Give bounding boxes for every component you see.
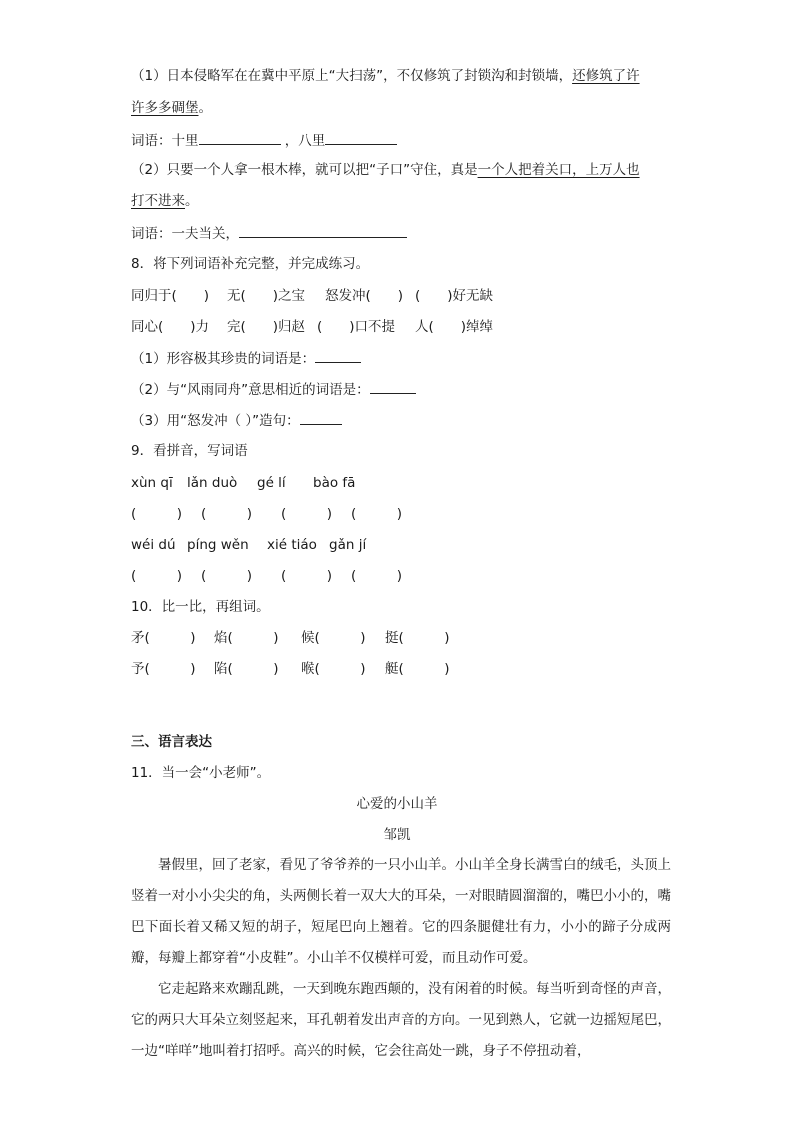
essay-paragraph-1: 暑假里，回了老家，看见了爷爷养的一只小山羊。小山羊全身长满雪白的绒毛，头顶上竖着一对小小尖尖的角，头两侧长着一双大大的耳朵，一对眼睛圆溜溜的，嘴巴小小的，嘴巴下面长着又稀又短的胡子，短尾巴向上翘着。它的四条腿健壮有力，小小的蹄子分成两瓣，每瓣上都穿着“小皮鞋”。小山羊不仅模样可爱，而且动作可爱。 [131,857,671,966]
q9-pinyin-1: xùn qī [131,475,173,491]
q8-word-3: 怒发冲( ) [325,288,404,304]
q7-item2-text: （2）只要一个人拿一根木棒，就可以把“子口”守住，真是 [131,162,478,178]
q7-item2-end: 。 [185,193,199,209]
q7-ci1-line [131,130,397,151]
q7-item1-end: 。 [198,100,212,116]
q8-word-5: 同心( )力 [131,319,210,335]
section-3-heading: 三、语言表达 [131,734,212,750]
q7-ci2-line [131,223,407,244]
q10-pair-8: 艇( ) [385,661,450,677]
q10-pair-4: 挺( ) [385,630,450,646]
q9-pinyin-3: gé lí [257,475,286,491]
q9-answer-8[interactable]: ( ) [351,568,403,584]
q9-pinyin-row-1 [131,473,355,493]
q10-pair-6: 陷( ) [214,661,279,677]
q7-item2-line1 [131,160,640,180]
q9-answer-1[interactable]: ( ) [131,506,183,522]
q9-answer-row-2 [131,566,402,586]
q8-sub-2-text: （2）与“风雨同舟”意思相近的词语是： [131,382,370,398]
q9-pinyin-8: gǎn jí [329,537,367,553]
q8-word-6: 完( )归赵 [227,319,306,335]
q8-sub-1-text: （1）形容极其珍贵的词语是： [131,351,316,367]
q9-pinyin-5: wéi dú [131,537,176,553]
q8-word-7: ( )口不提 [317,319,396,335]
q8-row-2 [131,317,493,337]
q8-word-4: ( )好无缺 [415,288,494,304]
q8-sub-2-blank[interactable] [370,379,416,394]
q9-pinyin-7: xié tiáo [267,537,317,553]
q11-title: 11．当一会“小老师”。 [131,765,271,781]
q7-ci1-blank-1[interactable] [199,130,281,145]
q8-sub-3 [131,410,342,431]
q8-word-2: 无( )之宝 [227,288,306,304]
q9-pinyin-2: lǎn duò [187,475,238,491]
q9-answer-row-1 [131,504,402,524]
q7-item1-underlined-2: 许多多碉堡 [131,100,199,116]
q10-pair-5: 予( ) [131,661,196,677]
essay-title: 心爱的小山羊 [356,796,438,812]
q10-pair-3: 候( ) [301,630,366,646]
q7-ci2-blank[interactable] [239,223,407,238]
q10-title: 10．比一比，再组词。 [131,599,270,615]
q9-pinyin-4: bào fā [313,475,356,491]
q9-title: 9．看拼音，写词语 [131,443,248,459]
q9-answer-6[interactable]: ( ) [201,568,253,584]
q7-ci1-mid: ，八里 [284,133,326,149]
q9-answer-2[interactable]: ( ) [201,506,253,522]
q8-word-8: 人( )绰绰 [415,319,494,335]
q8-sub-3-text: （3）用“怒发冲（ ）”造句： [131,413,300,429]
q7-item1-line2 [131,98,212,118]
q9-answer-5[interactable]: ( ) [131,568,183,584]
q9-answer-7[interactable]: ( ) [281,568,333,584]
q7-ci1-prefix: 词语：十里 [131,133,199,149]
q8-title: 8．将下列词语补充完整，并完成练习。 [131,256,370,272]
q10-row-1 [131,628,450,648]
q8-sub-1 [131,348,361,369]
q7-ci1-blank-2[interactable] [325,130,397,145]
q10-pair-2: 焰( ) [214,630,279,646]
q7-ci2-prefix: 词语：一夫当关， [131,226,239,242]
q7-item2-underlined-2: 打不进来 [131,193,185,209]
q9-answer-3[interactable]: ( ) [281,506,333,522]
q7-item1-text: （1）日本侵略军在在冀中平原上“大扫荡”，不仅修筑了封锁沟和封锁墙， [131,68,573,84]
q7-item2-underlined-1: 一个人把着关口，上万人也 [477,162,640,178]
essay-paragraph-2: 它走起路来欢蹦乱跳，一天到晚东跑西颠的，没有闲着的时候。每当听到奇怪的声音，它的两只大耳朵立刻竖起来，耳孔朝着发出声音的方向。一见到熟人，它就一边摇短尾巴，一边“咩咩”地叫着打招呼。高兴的时候，它会往高处一跳，身子不停扭动着， [131,981,671,1059]
q8-row-1 [131,286,493,306]
q8-sub-1-blank[interactable] [315,348,361,363]
q9-pinyin-6: píng wěn [187,537,249,553]
q8-sub-3-blank[interactable] [300,410,342,425]
q7-item2-line2 [131,191,199,211]
q9-pinyin-row-2 [131,535,366,555]
q10-pair-1: 矛( ) [131,630,196,646]
q7-item1-underlined-1: 还修筑了许 [572,68,640,84]
q8-word-1: 同归于( ) [131,288,210,304]
q8-sub-2 [131,379,416,400]
q9-answer-4[interactable]: ( ) [351,506,403,522]
essay-author: 邹凯 [383,827,411,843]
q10-row-2 [131,659,450,679]
q10-pair-7: 喉( ) [301,661,366,677]
q7-item1-line1 [131,66,640,86]
